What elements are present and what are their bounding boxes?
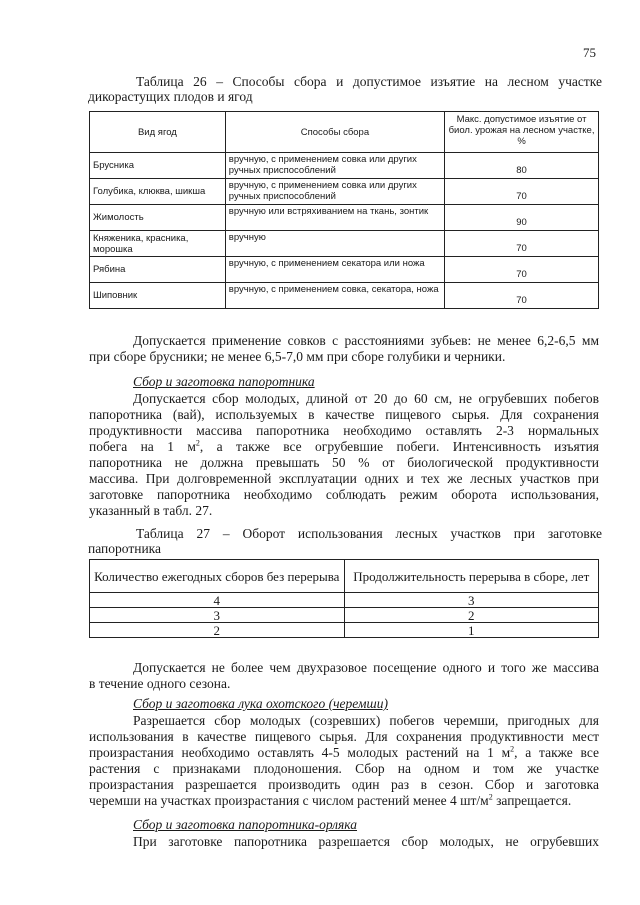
paragraph-fern (89, 391, 599, 519)
paragraph-bracken (89, 834, 599, 850)
berry-name-cell: Жимолость (90, 205, 226, 231)
berry-name-cell: Брусника (90, 153, 226, 179)
table-row (90, 608, 599, 623)
table27-header-cell: Количество ежегодных сборов без перерыва (90, 560, 345, 593)
method-cell: вручную, с применением совка, секатора, ножа (225, 283, 444, 309)
berry-name-cell: Шиповник (90, 283, 226, 309)
harvest-count-cell: 3 (90, 608, 345, 623)
table-row (90, 205, 599, 231)
table26-header-cell: Способы сбора (225, 112, 444, 153)
text-line: При заготовке папоротника разрешается сбор молодых, не огрубевших (133, 834, 599, 849)
text-fragment: черемши на участках произрастания с числом растений менее 4 шт/м (89, 793, 489, 808)
table27-caption (88, 526, 602, 556)
method-cell: вручную или встряхиванием на ткань, зонтик (225, 205, 444, 231)
text-line: указанный в табл. 27. (89, 503, 213, 518)
table27-caption-line2: папоротника (88, 541, 162, 556)
table27-caption-line1: Таблица 27 – Оборот использования лесных участков при заготовке (136, 526, 602, 541)
table26-header-cell: Макс. допустимое изъятие от биол. урожая на лесном участке, % (445, 112, 599, 153)
text-line: папоротника не должна превышать 50 % от биологической продуктивности (89, 455, 599, 470)
table-row (90, 283, 599, 309)
text-line (89, 439, 599, 455)
text-fragment: запрещается. (492, 793, 572, 808)
table26-header-cell: Вид ягод (90, 112, 226, 153)
table-row (90, 231, 599, 257)
text-fragment: , а также все (514, 745, 599, 760)
paragraph-scoops (89, 333, 599, 365)
harvest-count-cell: 4 (90, 593, 345, 608)
superscript: 2 (488, 792, 493, 802)
text-line (89, 745, 599, 761)
subheading-bracken: Сбор и заготовка папоротника-орляка (133, 817, 358, 832)
superscript: 2 (195, 438, 200, 448)
text-line: произрастания разрешается производить один раз в сезон. Сбор и заготовка (89, 777, 599, 792)
table-row (90, 593, 599, 608)
table26 (89, 111, 599, 309)
text-line: Допускается сбор молодых, длиной от 20 до 60 см, не огрубевших побегов (133, 391, 599, 406)
break-duration-cell: 2 (344, 608, 599, 623)
text-fragment: произрастания необходимо оставлять 4-5 молодых растений на 1 м (89, 745, 511, 760)
text-line: Разрешается сбор молодых (созревших) побегов черемши, пригодных для (133, 713, 599, 728)
text-fragment: побега на 1 м (89, 439, 196, 454)
text-line: Допускается применение совков с расстояниями зубьев: не менее 6,2-6,5 мм (133, 333, 599, 348)
text-fragment: , а также все огрубевшие побеги. Интенсивность изъятия (199, 439, 599, 454)
page-number: 75 (583, 45, 596, 60)
table26-caption-line2: дикорастущих плодов и ягод (88, 89, 253, 104)
table-row (90, 623, 599, 638)
max-withdrawal-cell: 70 (445, 257, 599, 283)
text-line: использования в качестве пищевого сырья. Для сохранения продуктивности мест (89, 729, 599, 744)
superscript: 2 (510, 744, 515, 754)
max-withdrawal-cell: 70 (445, 231, 599, 257)
paragraph-visits (89, 660, 599, 692)
max-withdrawal-cell: 80 (445, 153, 599, 179)
text-line: при сборе брусники; не менее 6,5-7,0 мм при сборе голубики и черники. (89, 349, 506, 364)
berry-name-cell: Рябина (90, 257, 226, 283)
berry-name-cell: Княженика, красника, морошка (90, 231, 226, 257)
method-cell: вручную, с применением совка или других ручных приспособлений (225, 179, 444, 205)
text-line: папоротника (вай), используемых в качестве пищевого сырья. Для сохранения (89, 407, 599, 422)
text-line (89, 793, 599, 809)
max-withdrawal-cell: 70 (445, 283, 599, 309)
table27-header-cell: Продолжительность перерыва в сборе, лет (344, 560, 599, 593)
text-line: массива. При долговременной эксплуатации одних и тех же лесных участков при (89, 471, 599, 486)
method-cell: вручную, с применением секатора или ножа (225, 257, 444, 283)
table27 (89, 559, 599, 638)
table26-header-row (90, 112, 599, 153)
table-row (90, 257, 599, 283)
max-withdrawal-cell: 70 (445, 179, 599, 205)
text-line: Допускается не более чем двухразовое посещение одного и того же массива (133, 660, 599, 675)
text-line: в течение одного сезона. (89, 676, 231, 691)
method-cell: вручную, с применением совка или других ручных приспособлений (225, 153, 444, 179)
method-cell: вручную (225, 231, 444, 257)
table-row (90, 153, 599, 179)
table-row (90, 179, 599, 205)
table26-caption (88, 74, 602, 104)
table27-header-row (90, 560, 599, 593)
break-duration-cell: 3 (344, 593, 599, 608)
subheading-fern: Сбор и заготовка папоротника (133, 374, 315, 389)
text-line: продуктивности массива папоротника необходимо оставлять 2-3 нормальных (89, 423, 599, 438)
table26-caption-line1: Таблица 26 – Способы сбора и допустимое изъятие на лесном участке (136, 74, 602, 89)
break-duration-cell: 1 (344, 623, 599, 638)
text-line: растения с признаками плодоношения. Сбор на одном и том же участке (89, 761, 599, 776)
berry-name-cell: Голубика, клюква, шикша (90, 179, 226, 205)
max-withdrawal-cell: 90 (445, 205, 599, 231)
text-line: заготовке папоротника необходимо соблюдать режим оборота использования, (89, 487, 599, 502)
harvest-count-cell: 2 (90, 623, 345, 638)
subheading-ramson: Сбор и заготовка лука охотского (черемши) (133, 696, 388, 711)
paragraph-ramson (89, 713, 599, 809)
